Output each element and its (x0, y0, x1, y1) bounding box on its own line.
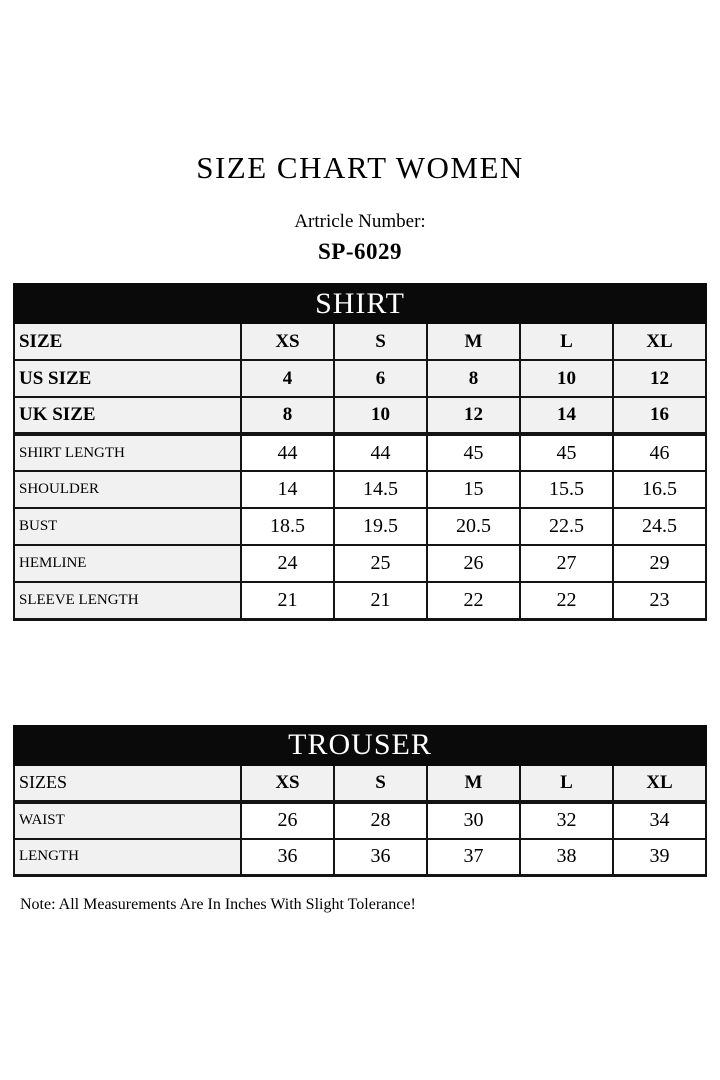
value-cell: M (427, 323, 520, 360)
row-label: SHIRT LENGTH (14, 434, 241, 471)
row-label: WAIST (14, 802, 241, 839)
value-cell: 29 (613, 545, 706, 582)
value-cell: 6 (334, 360, 427, 397)
value-cell: 12 (613, 360, 706, 397)
row-label: HEMLINE (14, 545, 241, 582)
value-cell: 26 (241, 802, 334, 839)
table-row (14, 471, 706, 508)
article-number-value: SP-6029 (318, 239, 402, 264)
value-cell: M (427, 765, 520, 802)
shirt-table-title-band (14, 284, 706, 323)
value-cell: 22 (520, 582, 613, 619)
value-cell: 26 (427, 545, 520, 582)
value-cell: 15 (427, 471, 520, 508)
value-cell: 14.5 (334, 471, 427, 508)
row-label: SHOULDER (14, 471, 241, 508)
value-cell: 45 (427, 434, 520, 471)
table-row (14, 839, 706, 876)
value-cell: 22.5 (520, 508, 613, 545)
trouser-table-body (14, 765, 706, 876)
value-cell: 38 (520, 839, 613, 876)
value-cell: 15.5 (520, 471, 613, 508)
value-cell: L (520, 765, 613, 802)
value-cell: 30 (427, 802, 520, 839)
trouser-table-title: TROUSER (14, 726, 706, 765)
value-cell: 20.5 (427, 508, 520, 545)
value-cell: 36 (334, 839, 427, 876)
value-cell: 12 (427, 397, 520, 434)
row-label: BUST (14, 508, 241, 545)
value-cell: S (334, 323, 427, 360)
value-cell: 44 (334, 434, 427, 471)
value-cell: 8 (427, 360, 520, 397)
table-row (14, 765, 706, 802)
shirt-table (13, 283, 707, 621)
value-cell: 27 (520, 545, 613, 582)
measurement-note: Note: All Measurements Are In Inches With Slight Tolerance! (20, 896, 416, 913)
trouser-table (13, 725, 707, 878)
row-label: SLEEVE LENGTH (14, 582, 241, 619)
value-cell: 10 (520, 360, 613, 397)
value-cell: 45 (520, 434, 613, 471)
value-cell: XS (241, 765, 334, 802)
shirt-table-body (14, 323, 706, 619)
value-cell: 18.5 (241, 508, 334, 545)
value-cell: XL (613, 765, 706, 802)
table-row (14, 434, 706, 471)
table-row (14, 323, 706, 360)
value-cell: 28 (334, 802, 427, 839)
value-cell: 21 (241, 582, 334, 619)
page-title: SIZE CHART WOMEN (196, 150, 524, 185)
value-cell: 16.5 (613, 471, 706, 508)
table-row (14, 397, 706, 434)
row-label: UK SIZE (14, 397, 241, 434)
value-cell: L (520, 323, 613, 360)
value-cell: 23 (613, 582, 706, 619)
value-cell: 46 (613, 434, 706, 471)
value-cell: 10 (334, 397, 427, 434)
value-cell: 4 (241, 360, 334, 397)
table-row (14, 582, 706, 619)
value-cell: 19.5 (334, 508, 427, 545)
value-cell: 34 (613, 802, 706, 839)
value-cell: 21 (334, 582, 427, 619)
article-number-label: Artricle Number: (294, 211, 426, 232)
value-cell: 14 (520, 397, 613, 434)
value-cell: 14 (241, 471, 334, 508)
row-label: SIZES (14, 765, 241, 802)
table-row (14, 802, 706, 839)
table-row (14, 508, 706, 545)
value-cell: XL (613, 323, 706, 360)
value-cell: 24.5 (613, 508, 706, 545)
value-cell: 8 (241, 397, 334, 434)
value-cell: 16 (613, 397, 706, 434)
value-cell: 22 (427, 582, 520, 619)
table-row (14, 545, 706, 582)
row-label: LENGTH (14, 839, 241, 876)
value-cell: 36 (241, 839, 334, 876)
shirt-table-title: SHIRT (14, 284, 706, 323)
value-cell: 24 (241, 545, 334, 582)
row-label: SIZE (14, 323, 241, 360)
value-cell: 44 (241, 434, 334, 471)
trouser-table-title-band (14, 726, 706, 765)
value-cell: 39 (613, 839, 706, 876)
value-cell: XS (241, 323, 334, 360)
value-cell: 32 (520, 802, 613, 839)
value-cell: 37 (427, 839, 520, 876)
table-row (14, 360, 706, 397)
value-cell: S (334, 765, 427, 802)
row-label: US SIZE (14, 360, 241, 397)
value-cell: 25 (334, 545, 427, 582)
